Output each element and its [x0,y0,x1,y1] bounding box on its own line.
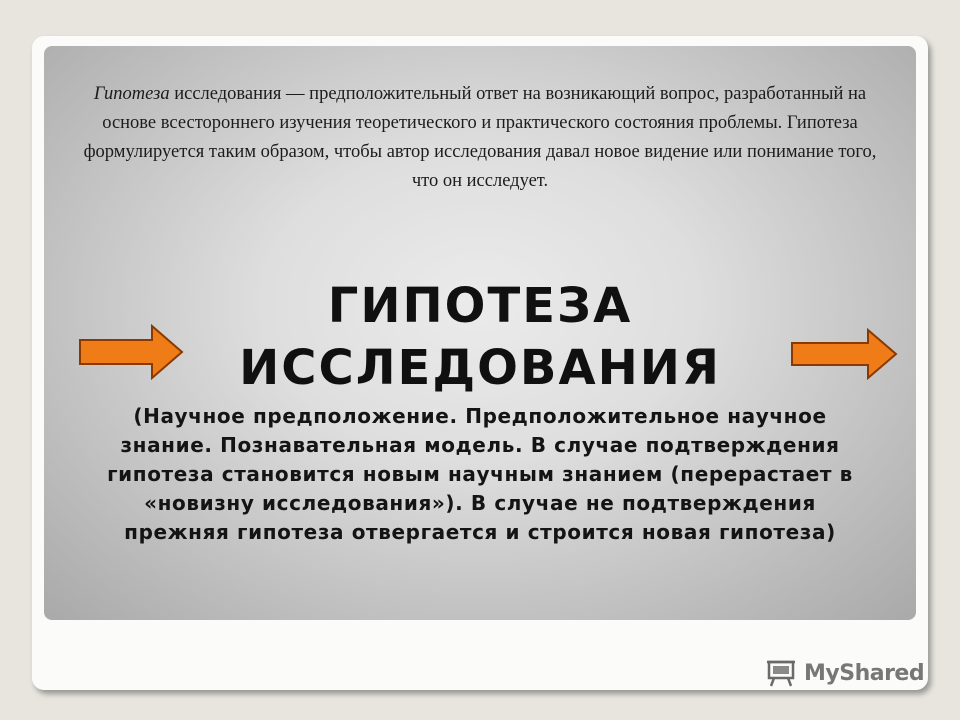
presentation-board-icon [766,659,798,687]
intro-paragraph [72,80,888,196]
watermark [766,658,924,688]
watermark-text: MyShared [804,660,925,686]
body-paragraph: (Научное предположение. Предположительное научное знание. Познавательная модель. В случае подтверждения гипотеза становится новым научным знанием (перерастает в «новизну исследования»). В случае не подтверждения прежняя гипотеза отвергается и строится новая гипотеза) [107,404,853,544]
title-line-1: ГИПОТЕЗА [327,278,633,334]
intro-text: исследования — предположительный ответ на возникающий вопрос, разработанный на основе всестороннего изучения теоретического и практического состояния проблемы. Гипотеза формулируется таким образом, чтобы автор исследования давал новое видение или понимание того, что он исследует. [83,84,877,191]
title-line-2: ИССЛЕДОВАНИЯ [239,340,721,396]
intro-term: Гипотеза [93,84,170,104]
